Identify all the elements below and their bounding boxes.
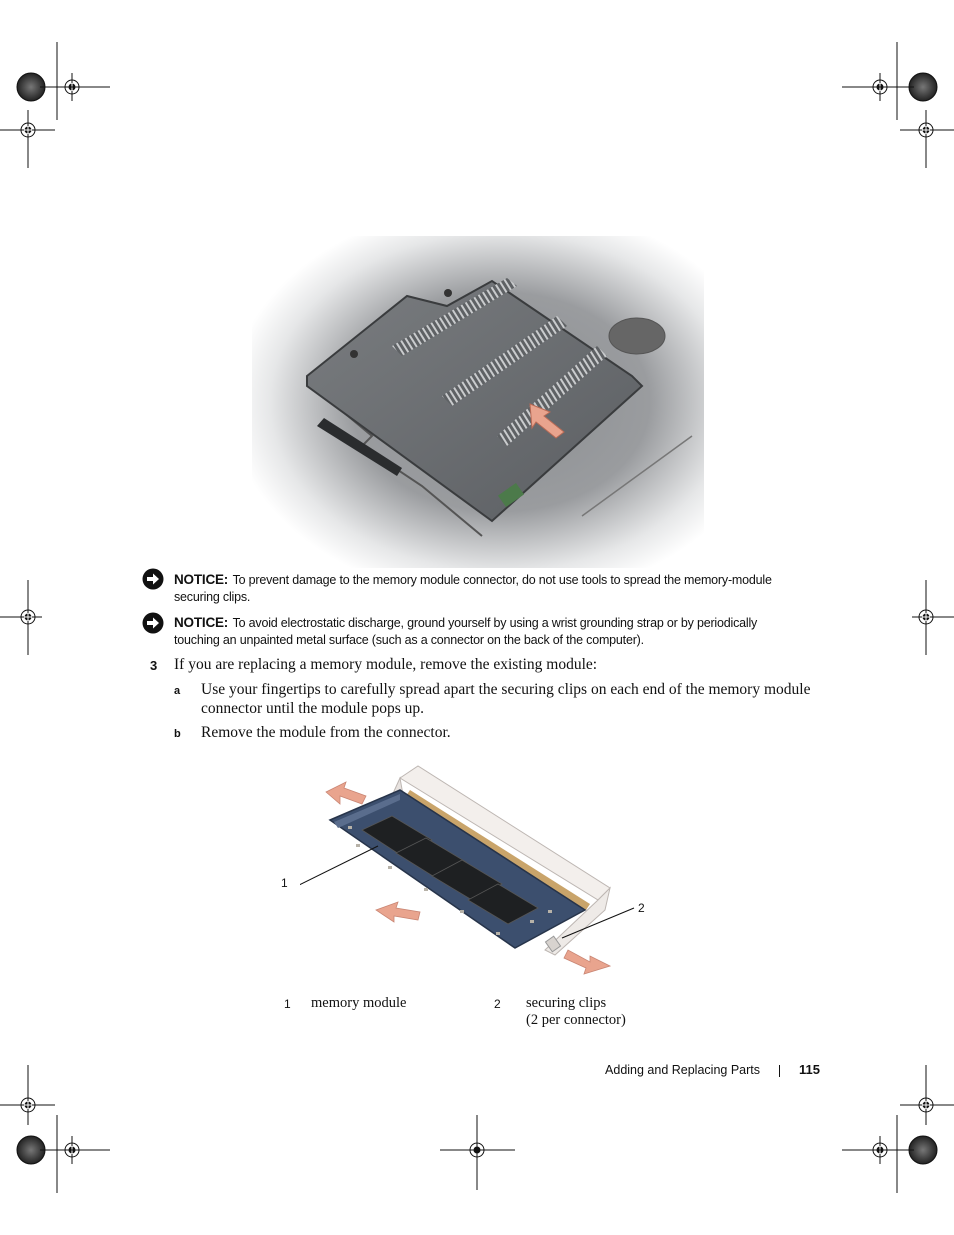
footer-divider [779,1065,780,1077]
notice-text: To avoid electrostatic discharge, ground yourself by using a wrist grounding strap or by periodically [232,616,758,630]
memory-cover-illustration [252,236,704,568]
legend-label-2 [526,995,626,1029]
callout-2: 2 [638,901,645,915]
footer-section-title: Adding and Replacing Parts [605,1063,760,1077]
legend-label-2-line2: (2 per connector) [526,1012,626,1028]
legend-label-2-line1: securing clips [526,995,607,1011]
notice-text: To prevent damage to the memory module connector, do not use tools to spread the memory-module [232,573,772,587]
notice-1 [174,571,814,606]
notice-text-continued: touching an unpainted metal surface (such as a connector on the back of the computer). [174,633,644,647]
notice-text-continued: securing clips. [174,590,251,604]
legend-label-1: memory module [311,995,407,1011]
substep-a-text [201,680,821,718]
footer-page-number: 115 [799,1062,820,1077]
notice-2 [174,614,814,649]
substep-a-line1: Use your fingertips to carefully spread apart the securing clips on each end of the memory module [201,681,811,698]
callout-1: 1 [281,876,288,890]
notice-arrow-icon [142,568,164,590]
step-number: 3 [150,658,158,673]
legend-num-2: 2 [494,997,501,1011]
notice-label: NOTICE: [174,615,229,630]
notice-label: NOTICE: [174,572,229,587]
substep-letter-a: a [174,685,181,697]
step-text: If you are replacing a memory module, remove the existing module: [174,656,598,673]
legend-num-1: 1 [284,997,291,1011]
substep-b-text: Remove the module from the connector. [201,724,451,741]
substep-letter-b: b [174,728,181,740]
notice-arrow-icon [142,612,164,634]
memory-module-illustration [300,760,640,980]
substep-a-line2: connector until the module pops up. [201,700,424,717]
